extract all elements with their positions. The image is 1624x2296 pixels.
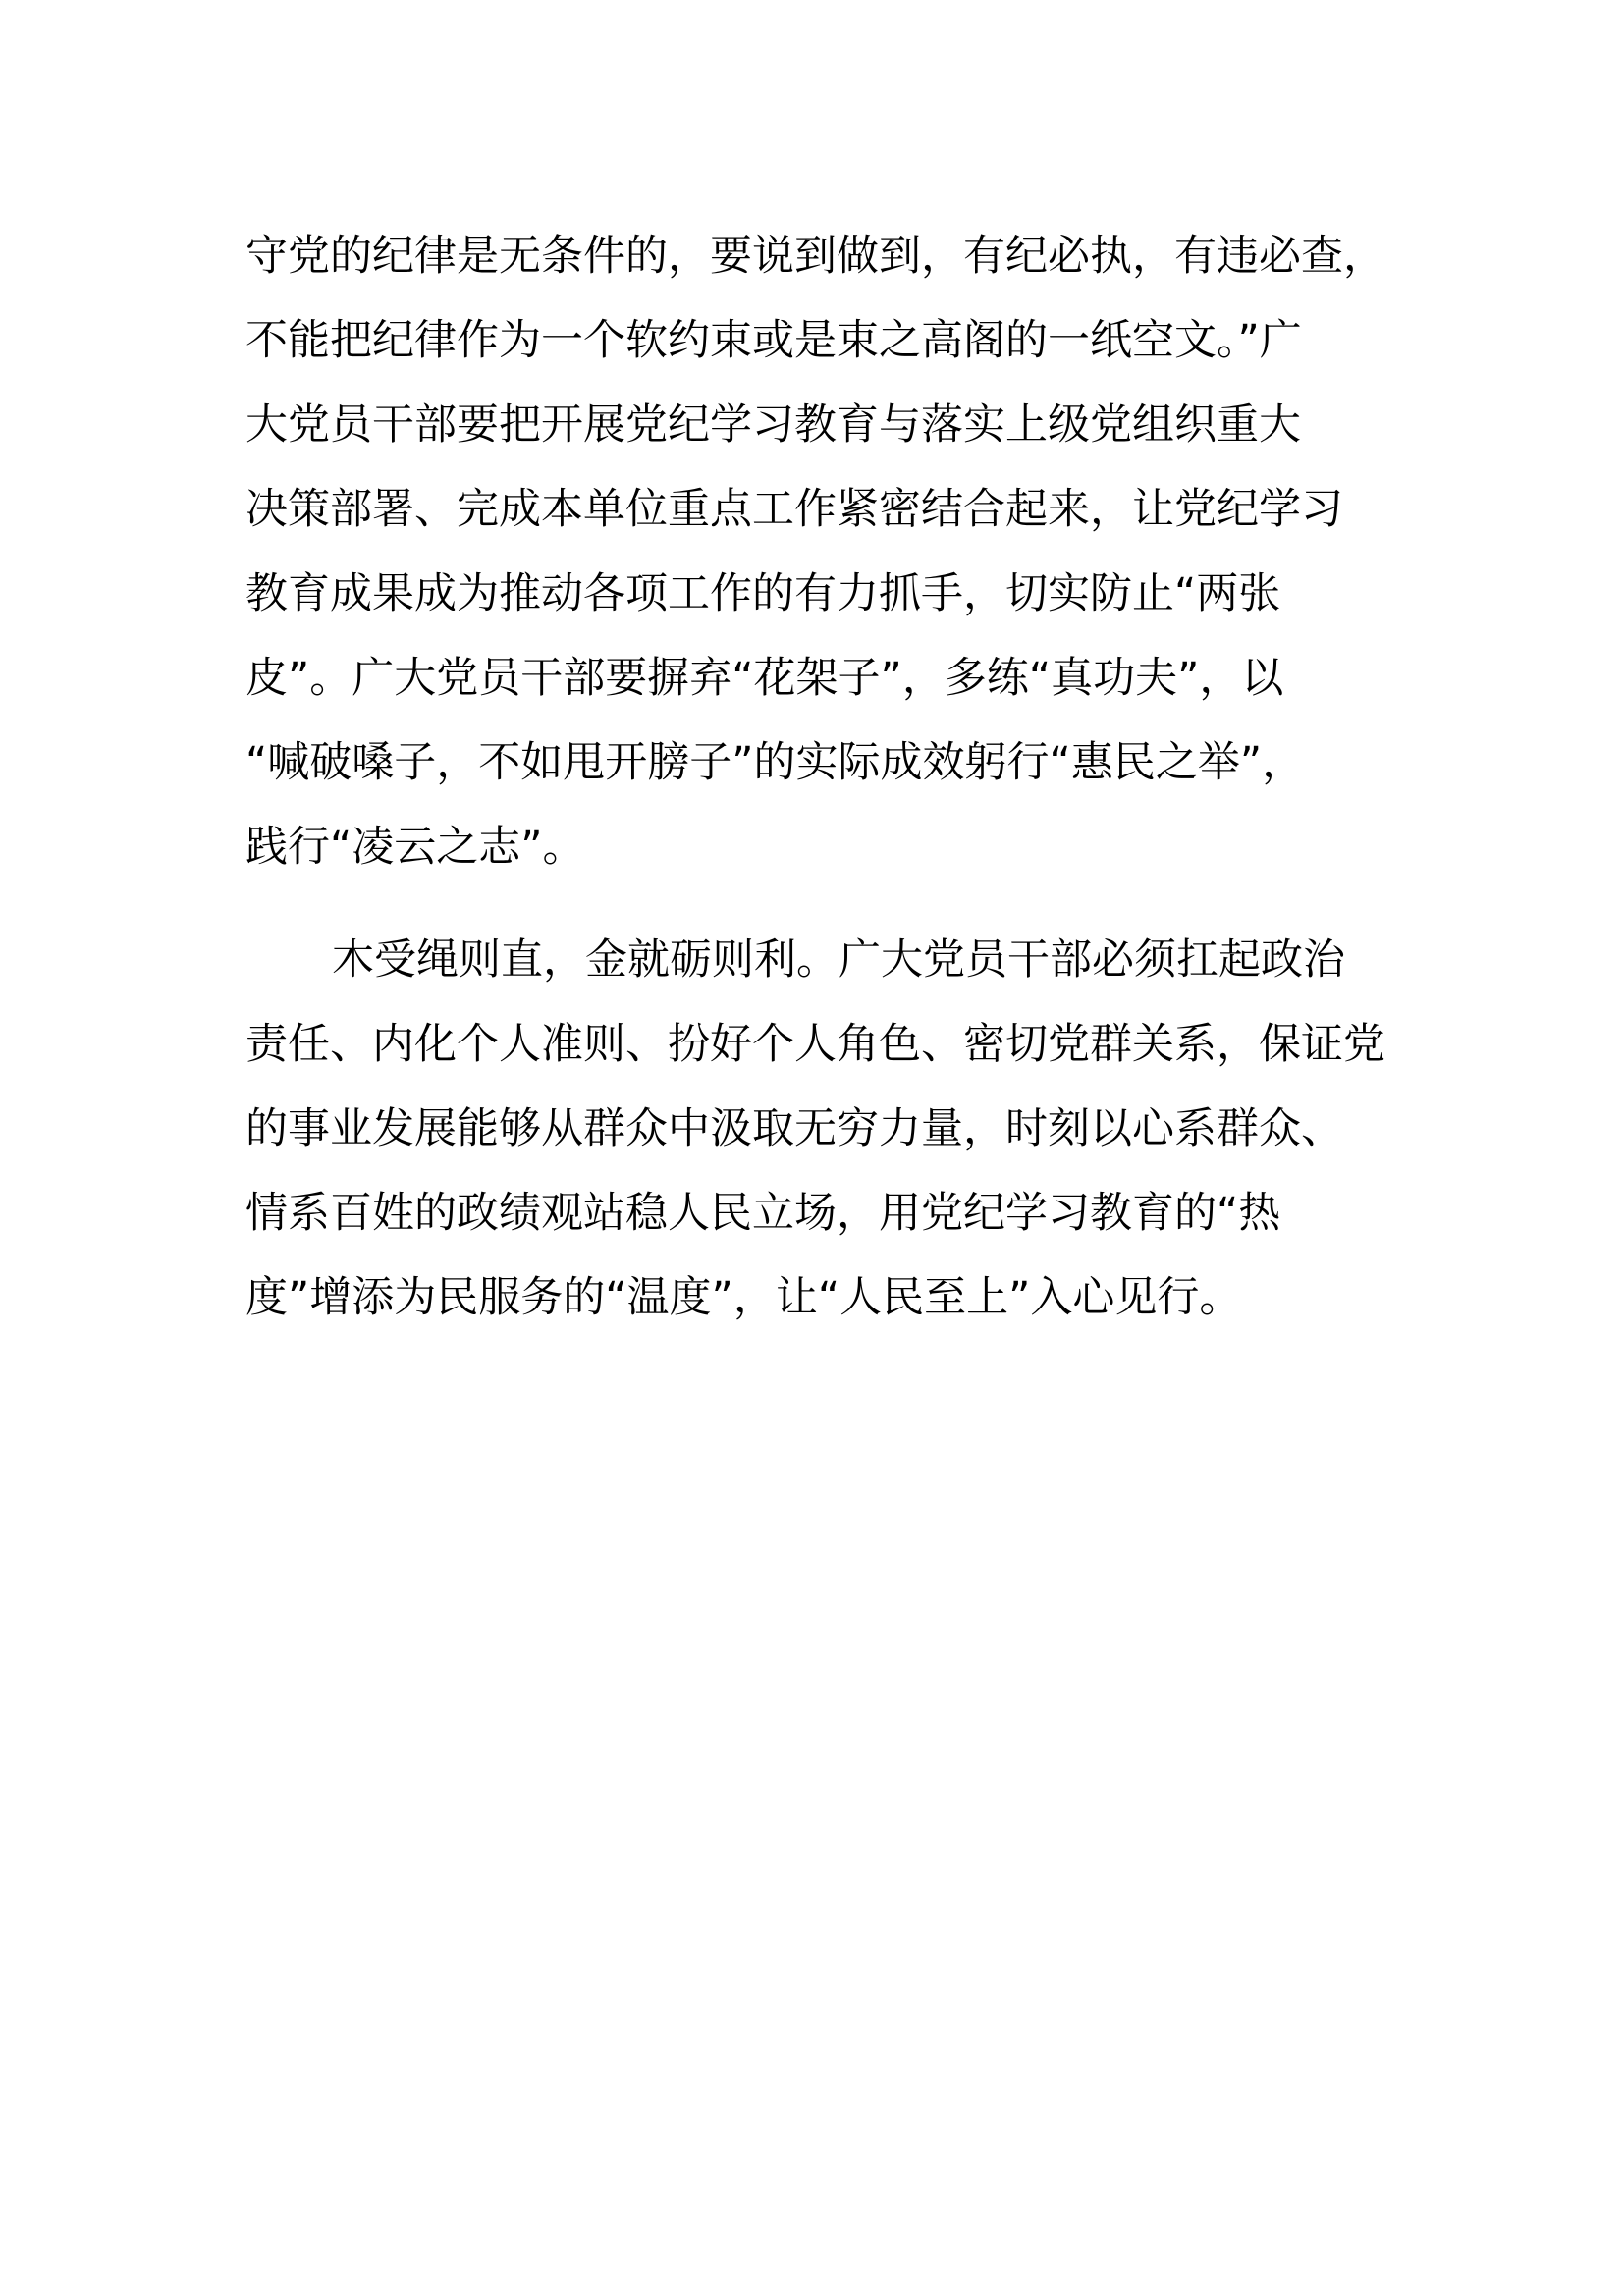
paragraph-1-line-3: 大党员干部要把开展党纪学习教育与落实上级党组织重大 — [245, 400, 1301, 450]
paragraph-1-line-2: 不能把纪律作为一个软约束或是束之高阁的一纸空文。”广 — [245, 316, 1302, 365]
paragraph-1-line-4: 决策部署、完成本单位重点工作紧密结合起来，让党纪学习 — [245, 485, 1343, 534]
paragraph-2-line-3: 的事业发展能够从群众中汲取无穷力量，时刻以心系群众、 — [245, 1104, 1343, 1153]
paragraph-1-line-8: 践行“凌云之志”。 — [245, 823, 585, 872]
paragraph-2-line-1: 木受绳则直，金就砺则利。广大党员干部必须扛起政治 — [332, 935, 1345, 985]
paragraph-1-line-1: 守党的纪律是无条件的，要说到做到，有纪必执，有违必查， — [245, 232, 1385, 281]
paragraph-2-line-2: 责任、内化个人准则、扮好个人角色、密切党群关系，保证党 — [245, 1020, 1385, 1069]
paragraph-1-line-5: 教育成果成为推动各项工作的有力抓手，切实防止“两张 — [245, 569, 1281, 618]
paragraph-2-line-4: 情系百姓的政绩观站稳人民立场，用党纪学习教育的“热 — [245, 1189, 1281, 1238]
paragraph-1-line-7: “喊破嗓子，不如甩开膀子”的实际成效躬行“惠民之举”， — [245, 738, 1305, 787]
paragraph-1-line-6: 皮”。广大党员干部要摒弃“花架子”，多练“真功夫”，以 — [245, 654, 1284, 703]
paragraph-2-line-5: 度”增添为民服务的“温度”，让“人民至上”入心见行。 — [245, 1273, 1242, 1322]
